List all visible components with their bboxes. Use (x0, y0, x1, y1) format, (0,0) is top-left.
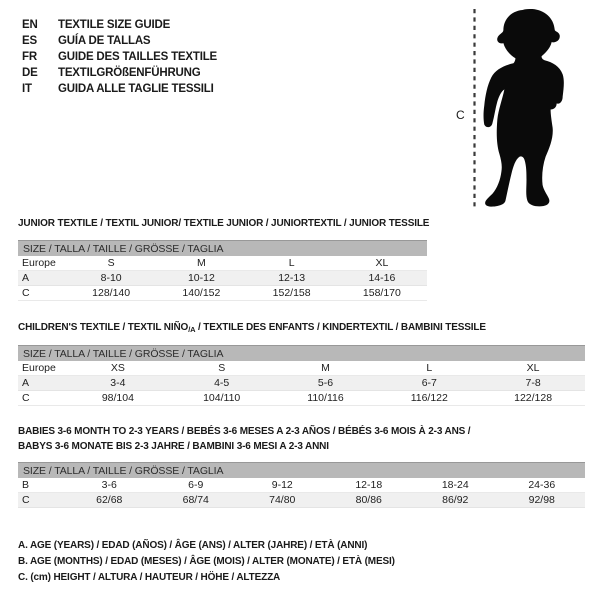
table-cell: L (377, 361, 481, 376)
language-row (22, 65, 217, 81)
legend-line-b: B. AGE (MONTHS) / EDAD (MESES) / ÂGE (MOIS) / ALTER (MONATE) / ETÀ (MESI) (18, 556, 395, 567)
table-cell: 3-6 (66, 478, 153, 493)
table-cell: 128/140 (66, 286, 156, 301)
language-code: DE (22, 67, 38, 79)
size-header: SIZE / TALLA / TAILLE / GRÖSSE / TAGLIA (18, 463, 585, 479)
legend-line-c: C. (cm) HEIGHT / ALTURA / HAUTEUR / HÖHE / ALTEZZA (18, 572, 281, 583)
table-cell: 92/98 (499, 493, 586, 508)
row-label: B (18, 478, 66, 493)
babies-size-table (18, 462, 585, 508)
table-cell: 8-10 (66, 271, 156, 286)
row-label: C (18, 493, 66, 508)
language-label: GUÍA DE TALLAS (58, 35, 151, 47)
junior-size-table (18, 240, 427, 301)
babies-section-title (18, 424, 470, 454)
language-code: IT (22, 83, 32, 95)
table-cell: 116/122 (377, 391, 481, 406)
junior-section-title: JUNIOR TEXTILE / TEXTIL JUNIOR/ TEXTILE JUNIOR / JUNIORTEXTIL / JUNIOR TESSILE (18, 218, 430, 229)
table-cell: 14-16 (337, 271, 427, 286)
size-header-row (18, 463, 585, 479)
table-cell: M (156, 256, 246, 271)
size-header: SIZE / TALLA / TAILLE / GRÖSSE / TAGLIA (18, 241, 427, 257)
language-label: TEXTILGRÖßENFÜHRUNG (58, 67, 201, 79)
table-row (18, 286, 427, 301)
table-cell: S (66, 256, 156, 271)
size-header: SIZE / TALLA / TAILLE / GRÖSSE / TAGLIA (18, 346, 585, 362)
children-title-pre: CHILDREN'S TEXTILE / TEXTIL NIÑO (18, 322, 189, 333)
height-dashed-line-icon (472, 9, 477, 207)
children-title-post: / TEXTILE DES ENFANTS / KINDERTEXTIL / BAMBINI TESSILE (195, 322, 486, 333)
language-row (22, 33, 217, 49)
legend-line-a: A. AGE (YEARS) / EDAD (AÑOS) / ÂGE (ANS) / ALTER (JAHRE) / ETÀ (ANNI) (18, 540, 368, 551)
table-cell: 12-18 (326, 478, 413, 493)
table-cell: L (247, 256, 337, 271)
table-cell: 80/86 (326, 493, 413, 508)
table-cell: XL (481, 361, 585, 376)
table-cell: 12-13 (247, 271, 337, 286)
row-label: Europe (18, 256, 66, 271)
language-label: GUIDE DES TAILLES TEXTILE (58, 51, 217, 63)
table-cell: 5-6 (274, 376, 378, 391)
row-label: C (18, 286, 66, 301)
language-code: ES (22, 35, 37, 47)
table-cell: 104/110 (170, 391, 274, 406)
table-cell: 158/170 (337, 286, 427, 301)
table-cell: 6-9 (153, 478, 240, 493)
children-title-sub: /A (188, 325, 196, 334)
table-cell: 140/152 (156, 286, 246, 301)
babies-title-line1: BABIES 3-6 MONTH TO 2-3 YEARS / BEBÉS 3-6 MESES A 2-3 AÑOS / BÉBÉS 3-6 MOIS À 2-3 ANS / (18, 426, 471, 437)
table-cell: 18-24 (412, 478, 499, 493)
table-cell: 74/80 (239, 493, 326, 508)
language-row (22, 49, 217, 65)
table-cell: 3-4 (66, 376, 170, 391)
row-label: A (18, 271, 66, 286)
language-label: GUIDA ALLE TAGLIE TESSILI (58, 83, 214, 95)
table-row (18, 271, 427, 286)
language-label: TEXTILE SIZE GUIDE (58, 19, 171, 31)
language-code: EN (22, 19, 38, 31)
language-row (22, 81, 217, 97)
table-row (18, 376, 585, 391)
height-marker-label: C (456, 108, 465, 122)
legend (18, 538, 395, 586)
table-cell: S (170, 361, 274, 376)
table-row (18, 256, 427, 271)
babies-title-line2: BABYS 3-6 MONATE BIS 2-3 JAHRE / BAMBINI 3-6 MESI A 2-3 ANNI (18, 441, 329, 452)
table-row (18, 478, 585, 493)
language-row (22, 17, 217, 33)
table-cell: M (274, 361, 378, 376)
children-section-title (18, 322, 486, 334)
table-cell: 68/74 (153, 493, 240, 508)
baby-silhouette-icon (482, 7, 575, 208)
children-size-table (18, 345, 585, 406)
table-cell: 4-5 (170, 376, 274, 391)
table-cell: 7-8 (481, 376, 585, 391)
table-row (18, 391, 585, 406)
table-cell: 6-7 (377, 376, 481, 391)
table-cell: 152/158 (247, 286, 337, 301)
table-cell: 24-36 (499, 478, 586, 493)
table-cell: 86/92 (412, 493, 499, 508)
table-row (18, 493, 585, 508)
table-row (18, 361, 585, 376)
table-cell: 9-12 (239, 478, 326, 493)
table-cell: 62/68 (66, 493, 153, 508)
table-cell: 110/116 (274, 391, 378, 406)
table-cell: 10-12 (156, 271, 246, 286)
row-label: Europe (18, 361, 66, 376)
table-cell: XS (66, 361, 170, 376)
language-code: FR (22, 51, 37, 63)
table-cell: XL (337, 256, 427, 271)
table-cell: 98/104 (66, 391, 170, 406)
language-list (22, 17, 217, 97)
row-label: C (18, 391, 66, 406)
size-header-row (18, 241, 427, 257)
size-header-row (18, 346, 585, 362)
row-label: A (18, 376, 66, 391)
table-cell: 122/128 (481, 391, 585, 406)
